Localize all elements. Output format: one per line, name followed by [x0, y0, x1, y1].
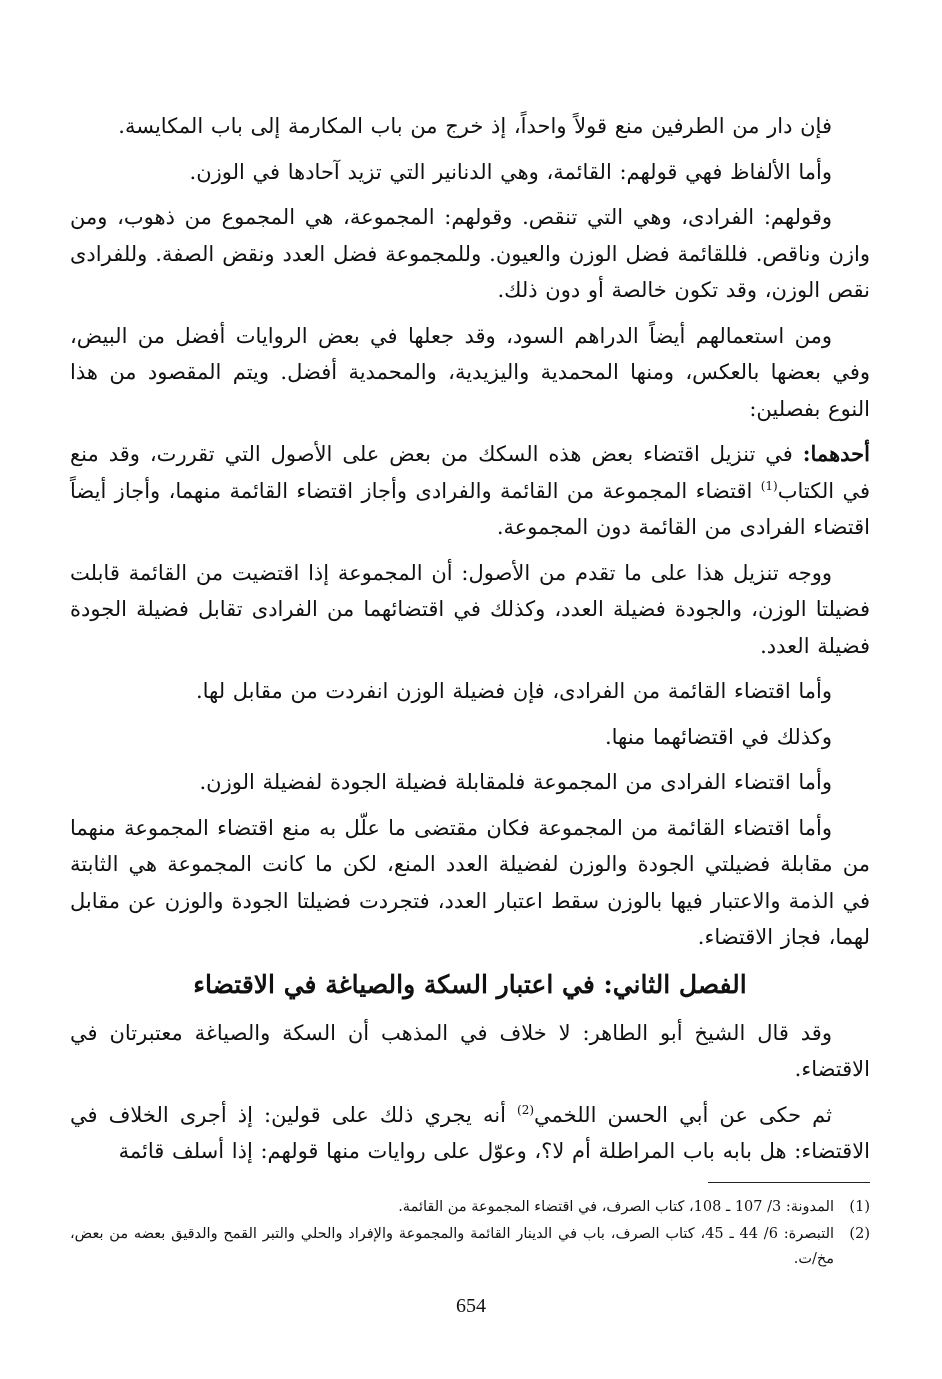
section-heading: الفصل الثاني: في اعتبار السكة والصياغة في الاقتضاء: [193, 969, 747, 999]
footnote-1: [70, 1195, 870, 1220]
paragraph-1: فإن دار من الطرفين منع قولاً واحداً، إذ خرج من باب المكارمة إلى باب المكايسة.: [118, 114, 832, 138]
paragraph-12-text-a: ثم حكى عن أبي الحسن اللخمي: [534, 1102, 833, 1127]
paragraph-8: وكذلك في اقتضائهما منها.: [604, 724, 832, 749]
paragraph-9: وأما اقتضاء الفرادى من المجموعة فلمقابلة فضيلة الجودة لفضيلة الوزن.: [199, 770, 832, 794]
footnote-2-text: التبصرة: 6/ 44 ـ 45، كتاب الصرف، باب في الدينار القائمة والمجموعة والإفراد والحلي والتبر القمح والدقيق بعضه من بعض، مخ/ت.: [70, 1225, 835, 1267]
paragraph-5: [70, 436, 870, 546]
footnote-2-number: (2): [849, 1225, 870, 1242]
paragraph-10: وأما اقتضاء القائمة من المجموعة فكان مقتضى ما علّل به منع اقتضاء المجموعة منهما من مقابلة فضيلتي الجودة والوزن لفضيلة العدد المنع، لكن ما كانت المجموعة هي الثابتة في الذمة والاعتبار فيها بالوزن سقط اعتبار العدد، فتجردت فضيلتا الجودة والوزن عن مقابل لهما، فجاز الاقتضاء.: [70, 815, 870, 949]
footnote-2: [70, 1222, 870, 1272]
footnote-ref-1: (1): [760, 478, 778, 493]
paragraph-5-text-b: اقتضاء المجموعة من القائمة والفرادى وأجاز اقتضاء القائمة منهما، وأجاز أيضاً اقتضاء الفرادى من القائمة دون المجموعة.: [70, 478, 870, 539]
paragraph-5-text-a: في تنزيل اقتضاء بعض هذه السكك من بعض على الأصول التي تقررت، وقد منع في الكتاب: [70, 442, 871, 503]
footnote-ref-2: (2): [517, 1102, 535, 1117]
paragraph-7: وأما اقتضاء القائمة من الفرادى، فإن فضيلة الوزن انفردت من مقابل لها.: [195, 679, 832, 703]
footnote-1-number: (1): [849, 1198, 870, 1215]
paragraph-2: وأما الألفاظ فهي قولهم: القائمة، وهي الدنانير التي تزيد آحادها في الوزن.: [189, 159, 832, 184]
paragraph-12: [70, 1097, 870, 1170]
paragraph-12-text-b: أنه يجري ذلك على قولين: إذ أجرى الخلاف في الاقتضاء: هل بابه باب المراطلة أم لا؟، وعوّل على روايات منها قولهم: إذا أسلف قائمة: [70, 1102, 870, 1163]
paragraph-11: وقد قال الشيخ أبو الطاهر: لا خلاف في المذهب أن السكة والصياغة معتبرتان في الاقتضاء.: [70, 1020, 870, 1081]
paragraph-6: ووجه تنزيل هذا على ما تقدم من الأصول: أن المجموعة إذا اقتضيت من القائمة قابلت فضيلتا الوزن، والجودة فضيلة العدد، وكذلك في اقتضائهما من الفرادى تقابل فضيلة الجودة فضيلة العدد.: [70, 560, 870, 658]
paragraph-4: ومن استعمالهم أيضاً الدراهم السود، وقد جعلها في بعض الروايات أفضل من البيض، وفي بعضها بالعكس، ومنها المحمدية واليزيدية، والمحمدية أفضل. ويتم المقصود من هذا النوع بفصلين:: [70, 323, 870, 421]
page-number: 654: [456, 1295, 486, 1317]
paragraph-5-lead: أحدهما:: [802, 441, 870, 466]
footnote-divider: [708, 1182, 870, 1183]
paragraph-3: وقولهم: الفرادى، وهي التي تنقص. وقولهم: المجموعة، هي المجموع من ذهوب، ومن وازن وناقص. فللقائمة فضل الوزن والعيون. وللمجموعة فضل العدد ونقض الصفة. وللفرادى نقص الوزن، وقد تكون خالصة أو دون ذلك.: [70, 205, 870, 302]
footnote-1-text: المدونة: 3/ 107 ـ 108، كتاب الصرف، في اقتضاء المجموعة من القائمة.: [398, 1198, 834, 1215]
